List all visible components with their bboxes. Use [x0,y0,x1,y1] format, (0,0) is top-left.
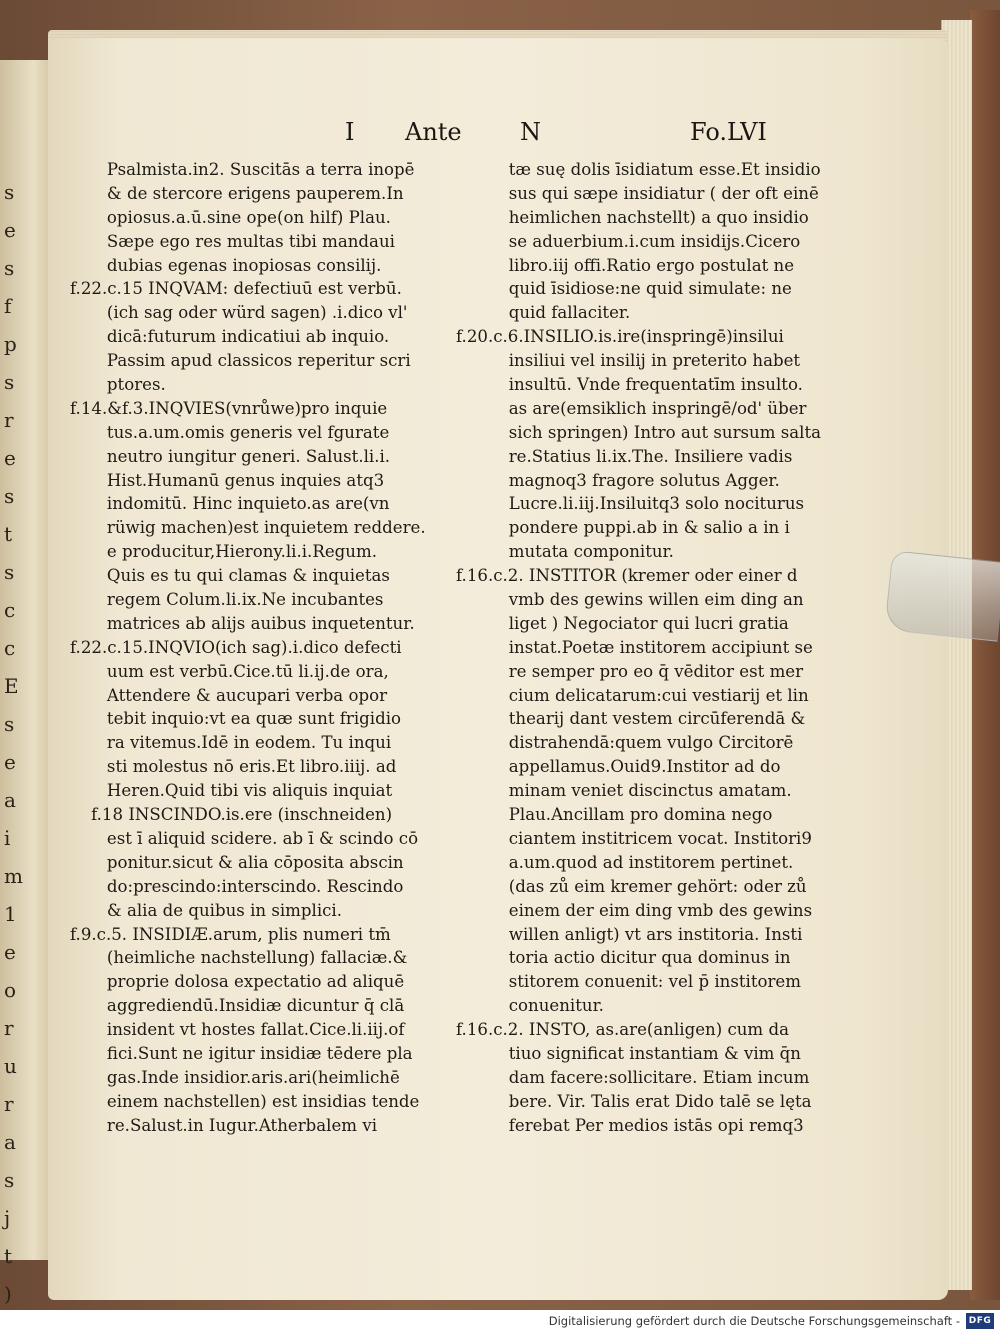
text-line: conuenitur. [456,996,604,1016]
text-line: & alia de quibus in simplici. [70,900,343,920]
running-head-right-letter: N [520,118,541,146]
text-line: einem der eim ding vmb des gewins [456,900,813,920]
text-line: re.Salust.in Iugur.Atherbalem vi [70,1115,377,1135]
left-page-letter: r [4,1092,14,1116]
text-line: dam facere:sollicitare. Etiam incum [456,1067,810,1087]
left-page-letter: s [4,256,15,280]
text-line: ptores. [70,375,166,395]
left-page-letter: m [4,864,23,888]
text-line: f.20.c.6.INSILIO.is.ire(inspringē)insilui [456,327,784,347]
text-line: thearij dant vestem circūferendā & [456,709,806,729]
footer-bar [0,1310,1000,1334]
text-line: & de stercore erigens pauperem.In [70,183,404,203]
footer-credit: Digitalisierung gefördert durch die Deutsche Forschungsgemeinschaft - [548,1314,960,1328]
text-line: heimlichen nachstellt) a quo insidio [456,207,809,227]
text-line: magnoq3 fragore solutus Agger. [456,470,780,490]
text-line: f.22.c.15 INQVAM: defectiuū est verbū. [70,279,402,299]
text-line: Passim apud classicos reperitur scri [70,351,411,371]
text-line: distrahendā:quem vulgo Circitorē [456,733,794,753]
text-line: as are(emsiklich inspringē/od' über [456,398,807,418]
text-line: Heren.Quid tibi vis aliquis inquiat [70,781,393,801]
left-page-letter: a [4,1130,16,1154]
text-line: dubias egenas inopiosas consilij. [70,255,382,275]
text-line: pondere puppi.ab in & salio a in i [456,518,790,538]
text-line: est ī aliquid scidere. ab ī & scindo cō [70,828,419,848]
text-line: liget ) Negociator qui lucri gratia [456,613,789,633]
text-line: toria actio dicitur qua dominus in [456,948,791,968]
text-line: regem Colum.li.ix.Ne incubantes [70,590,384,610]
text-line: f.16.c.2. INSTO, as.are(anligen) cum da [456,1020,789,1040]
text-line: f.18 INSCINDO.is.ere (inschneiden) [70,805,393,825]
text-line: Lucre.li.iij.Insiluitq3 solo nociturus [456,494,805,514]
text-line: re.Statius li.ix.The. Insiliere vadis [456,446,793,466]
text-line: (heimliche nachstellung) fallaciæ.& [70,948,408,968]
text-line: Psalmista.in2. Suscitās a terra inopē [70,160,415,179]
left-page-letter: c [4,636,16,660]
dfg-logo: DFG [966,1313,994,1329]
text-line: tebit inquio:vt ea quæ sunt frigidio [70,709,402,729]
left-page-letter: s [4,370,15,394]
text-line: ra vitemus.Idē in eodem. Tu inqui [70,733,392,753]
running-head-left-word: Ante [405,118,462,146]
text-line: stitorem conuenit: vel p̄ institorem [456,972,801,992]
left-page-letter: s [4,560,15,584]
text-line: do:prescindo:interscindo. Rescindo [70,876,404,896]
left-page-letter: ) [4,1282,12,1306]
text-line: indomitū. Hinc inquieto.as are(vn [70,494,390,514]
left-page-letter: f [4,294,12,318]
left-page-letter: s [4,484,15,508]
text-line: quid fallaciter. [456,303,631,323]
left-page-letter: t [4,1244,13,1268]
text-line: tæ suę dolis īsidiatum esse.Et insidio [456,160,821,179]
text-line: tus.a.um.omis generis vel fgurate [70,422,390,442]
text-line: ferebat Per medios istās opi remq3 [456,1115,804,1135]
left-page-letter: s [4,1168,15,1192]
text-line: a.um.quod ad institorem pertinet. [456,852,794,872]
left-text-column [70,158,460,1138]
text-line: appellamus.Ouid9.Institor ad do [456,757,781,777]
text-line: ciantem institricem vocat. Institori9 [456,828,812,848]
text-line: opiosus.a.ū.sine ope(on hilf) Plau. [70,207,391,227]
text-line: Hist.Humanū genus inquies atq3 [70,470,385,490]
text-line: uum est verbū.Cice.tū li.ij.de ora, [70,661,389,681]
left-page-letter: p [4,332,17,356]
left-page-letter: e [4,446,16,470]
left-page-letter: r [4,1016,14,1040]
right-text-column [456,158,836,1138]
left-page-letter: a [4,788,16,812]
left-page-letter: e [4,218,16,242]
text-line: Attendere & aucupari verba opor [70,685,388,705]
text-line: neutro iungitur generi. Salust.li.i. [70,446,391,466]
text-line: matrices ab alijs auibus inquetentur. [70,613,415,633]
text-line: sich springen) Intro aut sursum salta [456,422,822,442]
text-line: ponitur.sicut & alia cōposita abscin [70,852,404,872]
text-line: f.9.c.5. INSIDIÆ.arum, plis numeri tm̄ [70,924,391,944]
text-line: mutata componitur. [456,542,674,562]
page-clip-icon [884,550,1000,641]
left-page-letter: r [4,408,14,432]
left-page-letter: s [4,712,15,736]
text-line: instat.Poetæ institorem accipiunt se [456,637,813,657]
text-line: (ich sag oder würd sagen) .i.dico vl' [70,303,408,323]
text-line: einem nachstellen) est insidias tende [70,1091,420,1111]
left-page-letter: j [4,1206,11,1230]
text-line: gas.Inde insidior.aris.ari(heimlichē [70,1067,400,1087]
text-line: f.22.c.15.INQVIO(ich sag).i.dico defecti [70,637,402,657]
text-line: vmb des gewins willen eim ding an [456,590,804,610]
text-line: Sæpe ego res multas tibi mandaui [70,231,395,251]
running-head-left-letter: I [345,118,355,146]
left-page-letter: o [4,978,17,1002]
text-line: f.14.&f.3.INQVIES(vnrůwe)pro inquie [70,398,388,418]
left-page-letter: E [4,674,19,698]
text-line: f.16.c.2. INSTITOR (kremer oder einer d [456,566,798,586]
text-line: insultū. Vnde frequentatīm insulto. [456,375,803,395]
text-line: rüwig machen)est inquietem reddere. [70,518,426,538]
text-line: (das zů eim kremer gehört: oder zů [456,876,807,896]
text-line: aggrediendū.Insidiæ dicuntur q̄ clā [70,996,405,1016]
left-page-letter: 1 [4,902,17,926]
text-line: willen anligt) vt ars institoria. Insti [456,924,803,944]
text-line: cium delicatarum:cui vestiarij et lin [456,685,809,705]
right-cover-edge [970,10,1000,1300]
left-facing-page [0,60,50,1306]
left-page-letter: c [4,598,16,622]
text-line: libro.iij offi.Ratio ergo postulat ne [456,255,795,275]
left-page-letter: i [4,826,11,850]
left-page-letter: u [4,1054,17,1078]
left-page-letter: e [4,750,16,774]
text-line: insiliui vel insilij in preterito habet [456,351,801,371]
text-line: insident vt hostes fallat.Cice.li.iij.of [70,1020,405,1040]
text-line: re semper pro eo q̄ vēditor est mer [456,661,804,681]
text-line: e producitur,Hierony.li.i.Regum. [70,542,377,562]
text-line: se aduerbium.i.cum insidijs.Cicero [456,231,801,251]
text-line: sus qui sæpe insidiatur ( der oft einē [456,183,819,203]
text-line: sti molestus nō eris.Et libro.iiij. ad [70,757,397,777]
left-page-letter: t [4,522,13,546]
left-page-letter: s [4,180,15,204]
text-line: Plau.Ancillam pro domina nego [456,805,773,825]
running-head-folio: Fo.LVI [690,118,767,146]
left-page-letter: e [4,940,16,964]
text-line: quid īsidiose:ne quid simulate: ne [456,279,792,299]
text-line: Quis es tu qui clamas & inquietas [70,566,390,586]
text-line: minam veniet discinctus amatam. [456,781,792,801]
text-line: dicā:futurum indicatiui ab inquio. [70,327,390,347]
text-line: proprie dolosa expectatio ad aliquē [70,972,405,992]
text-line: fici.Sunt ne igitur insidiæ tēdere pla [70,1043,413,1063]
text-line: tiuo significat instantiam & vim q̄n [456,1043,801,1063]
text-line: bere. Vir. Talis erat Dido talē se lęta [456,1091,812,1111]
